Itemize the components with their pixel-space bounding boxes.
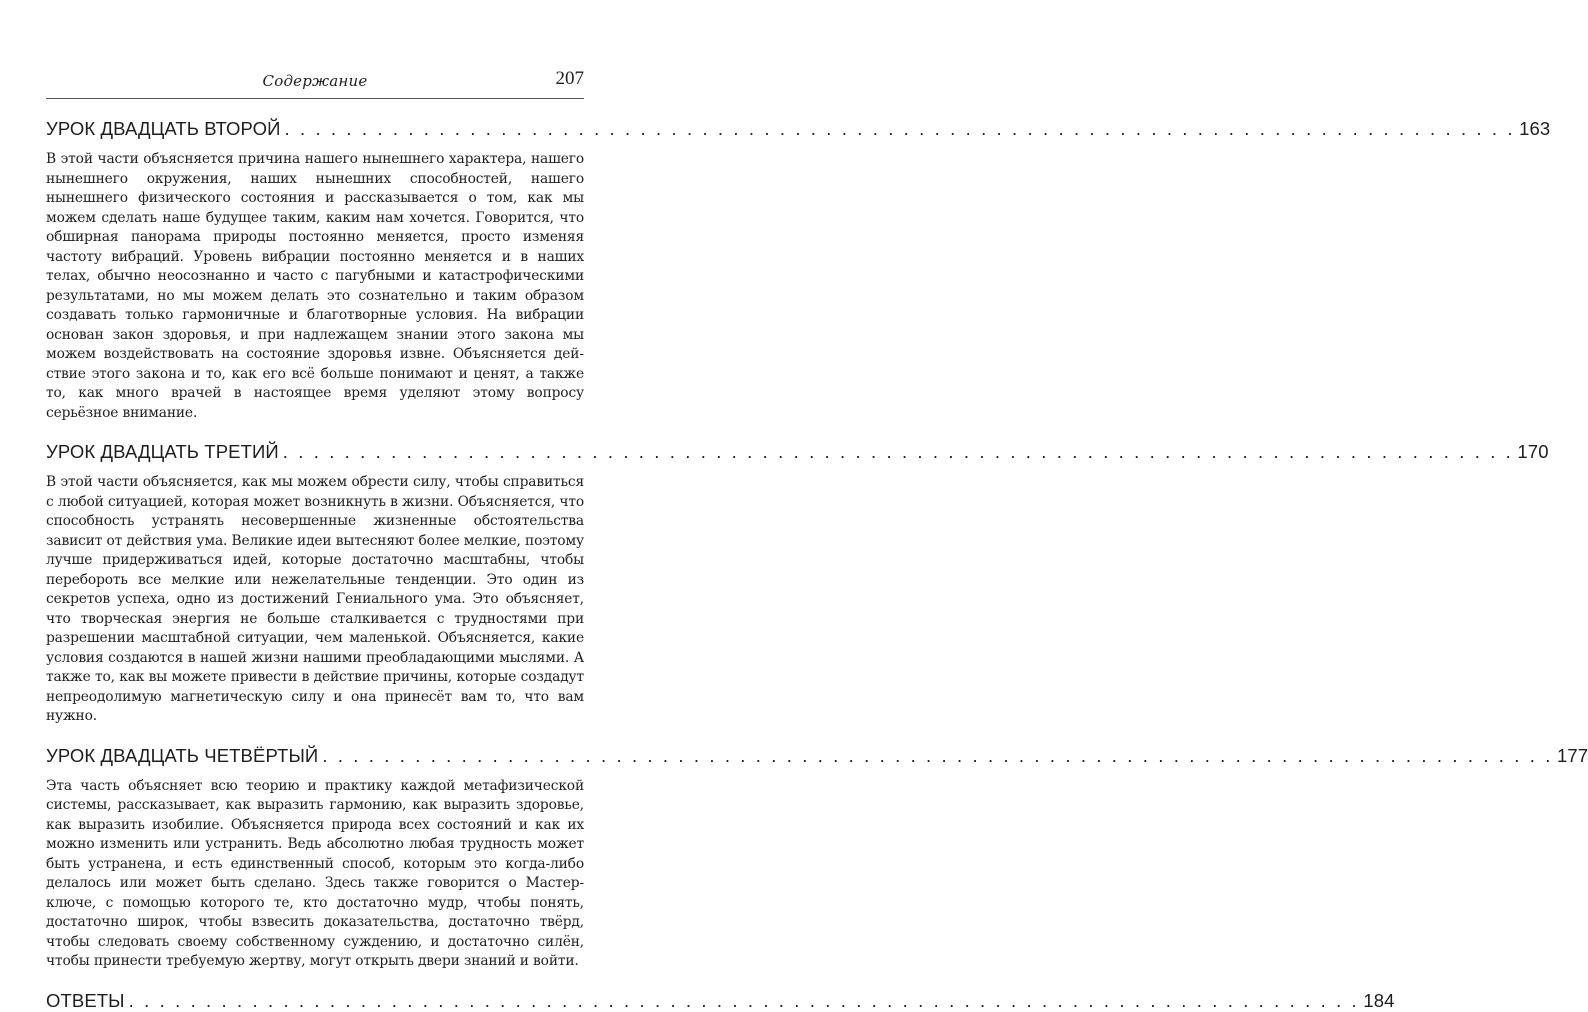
toc-entry-lesson-23[interactable] xyxy=(46,441,1549,463)
book-page xyxy=(46,0,1588,1011)
toc-entry-title: УРОК ДВАДЦАТЬ ЧЕТВЁРТЫЙ xyxy=(46,744,319,766)
toc-section xyxy=(46,441,1549,727)
dot-leader: . . . . . . . . . . . . . . . . . . . . . . . . . . . . . . . . . . . . . . . . . . . . . . . . . . . . . . . . . . . . . . . . . . . . . . . . . . . . . . . . xyxy=(128,989,1360,1011)
lesson-summary: В этой части объясняется, как мы можем обрести силу, чтобы справиться с любой ситуацией, которая может возникнуть в жизни. Объясняется, что способность устранять несовершенные жизненные обстоятельства зависит от действия ума. Великие идеи вытесняют более мелкие, поэтому лучше придерживаться идей, которые достаточно масштабны, чтобы перебороть все мелкие или нежелательные тенденции. Это один из секретов успеха, одно из достижений Гениального ума. Это объясняет, что творческая энергия не больше сталкивается с трудностями при разрешении масштабной ситуации, чем маленькой. Объясняется, какие условия создаются в нашей жизни нашими преобладающими мыслями. А также то, как вы можете привести в действие причины, которые создадут непреодолимую магнетическую силу и она принесёт вам то, что вам нужно. xyxy=(46,474,584,724)
toc-content xyxy=(46,118,1588,1012)
dot-leader: . . . . . . . . . . . . . . . . . . . . . . . . . . . . . . . . . . . . . . . . . . . . . . . . . . . . . . . . . . . . . . . . . . . . . . . . . . . . . . . . xyxy=(284,118,1516,139)
lesson-summary: В этой части объясняется причина нашего нынешнего характера, нашего нынешнего окружения, наших нынешних способностей, нашего нынешнего физического состояния и рассказывается о том, как мы можем сделать наше будущее таким, каким нам хочется. Говорится, что обширная панорама природы постоянно меняется, просто изменяя частоту вибраций. Уровень вибрации постоянно меняется и в наших телах, обычно неосознанно и часто с пагубными и катастрофическими результатами, но мы можем делать это сознательно и таким образом создавать только гармоничные и благотворные условия. На вибрации основан закон здоровья, и при надлежащем знании этого закона мы можем воздействовать на состояние здоровья извне. Объясняется действие этого закона и то, как его всё больше понимают и ценят, а также то, как много врачей в настоящее время уделяют этому вопросу серьёзное внимание. xyxy=(46,151,584,421)
toc-entry-lesson-22[interactable] xyxy=(46,118,1551,140)
lesson-summary: Эта часть объясняет всю теорию и практику каждой метафизической системы, рассказывает, как выразить гармонию, как выразить здоровье, как выразить изобилие. Объясняется природа всех состояний и как их можно изменить или устранить. Ведь абсолютно любая трудность может быть устранена, и есть единственный способ, которым это когда-либо делалось или может быть сделано. Здесь также говорится о Мастер-ключе, с помощью которого те, кто достаточно мудр, чтобы понять, достаточно широк, чтобы взвесить доказательства, достаточно твёрд, чтобы следовать своему собственному суждению, и достаточно силён, чтобы принести требуемую жертву, могут открыть двери знаний и войти. xyxy=(46,777,584,969)
toc-entry-page: 177 xyxy=(1557,744,1588,766)
toc-section xyxy=(46,989,1395,1012)
page-number: 207 xyxy=(555,68,584,89)
toc-entry-lesson-24[interactable] xyxy=(46,744,1588,767)
toc-entry-title: УРОК ДВАДЦАТЬ ВТОРОЙ xyxy=(46,118,281,139)
toc-entry-title: УРОК ДВАДЦАТЬ ТРЕТИЙ xyxy=(46,441,279,462)
toc-entry-title: ОТВЕТЫ xyxy=(46,989,125,1011)
dot-leader: . . . . . . . . . . . . . . . . . . . . . . . . . . . . . . . . . . . . . . . . . . . . . . . . . . . . . . . . . . . . . . . . . . . . . . . . . . . . . . . . xyxy=(282,441,1514,462)
toc-entry-page: 184 xyxy=(1363,989,1395,1011)
toc-entry-page: 170 xyxy=(1517,441,1549,462)
running-header xyxy=(46,58,584,99)
dot-leader: . . . . . . . . . . . . . . . . . . . . . . . . . . . . . . . . . . . . . . . . . . . . . . . . . . . . . . . . . . . . . . . . . . . . . . . . . . . . . . . . xyxy=(322,744,1553,766)
toc-entry-answers[interactable] xyxy=(46,989,1395,1012)
toc-section xyxy=(46,744,1588,972)
running-title: Содержание xyxy=(262,72,368,90)
toc-entry-page: 163 xyxy=(1519,118,1551,139)
toc-section xyxy=(46,118,1551,423)
